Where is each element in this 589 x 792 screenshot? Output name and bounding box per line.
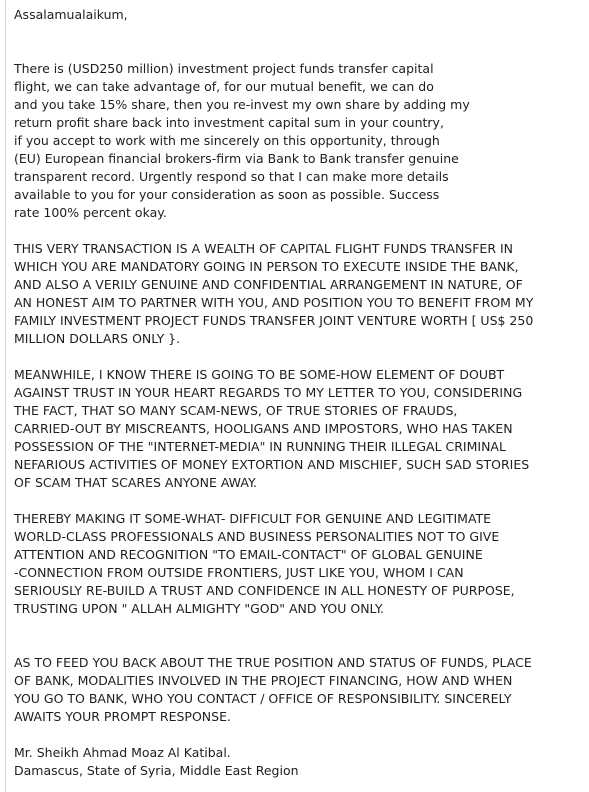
- paragraph-line: OF SCAM THAT SCARES ANYONE AWAY.: [14, 475, 258, 490]
- paragraph-1: [14, 60, 589, 222]
- paragraph-line: MILLION DOLLARS ONLY }.: [14, 331, 181, 346]
- greeting: Assalamualaikum,: [14, 7, 128, 22]
- paragraph-line: AWAITS YOUR PROMPT RESPONSE.: [14, 709, 231, 724]
- signature-location: Damascus, State of Syria, Middle East Region: [14, 763, 299, 778]
- paragraph-line: CARRIED-OUT BY MISCREANTS, HOOLIGANS AND IMPOSTORS, WHO HAS TAKEN: [14, 421, 513, 436]
- spacer: [14, 492, 589, 510]
- paragraph-line: WORLD-CLASS PROFESSIONALS AND BUSINESS PERSONALITIES NOT TO GIVE: [14, 529, 500, 544]
- spacer: [14, 348, 589, 366]
- paragraph-line: POSSESSION OF THE "INTERNET-MEDIA" IN RUNNING THEIR ILLEGAL CRIMINAL: [14, 439, 506, 454]
- paragraph-line: THE FACT, THAT SO MANY SCAM-NEWS, OF TRUE STORIES OF FRAUDS,: [14, 403, 458, 418]
- paragraph-2: [14, 240, 589, 348]
- paragraph-4: [14, 510, 589, 618]
- paragraph-line: NEFARIOUS ACTIVITIES OF MONEY EXTORTION AND MISCHIEF, SUCH SAD STORIES: [14, 457, 530, 472]
- paragraph-line: THIS VERY TRANSACTION IS A WEALTH OF CAPITAL FLIGHT FUNDS TRANSFER IN: [14, 241, 514, 256]
- paragraph-line: if you accept to work with me sincerely on this opportunity, through: [14, 133, 440, 148]
- paragraph-line: FAMILY INVESTMENT PROJECT FUNDS TRANSFER JOINT VENTURE WORTH [ US$ 250: [14, 313, 534, 328]
- spacer: [14, 618, 589, 654]
- paragraph-line: flight, we can take advantage of, for our mutual benefit, we can do: [14, 79, 434, 94]
- paragraph-line: MEANWHILE, I KNOW THERE IS GOING TO BE SOME-HOW ELEMENT OF DOUBT: [14, 367, 505, 382]
- spacer: [14, 726, 589, 744]
- left-divider: [5, 0, 6, 792]
- paragraph-line: THEREBY MAKING IT SOME-WHAT- DIFFICULT FOR GENUINE AND LEGITIMATE: [14, 511, 492, 526]
- paragraph-line: return profit share back into investment capital sum in your country,: [14, 115, 444, 130]
- paragraph-5: [14, 654, 589, 726]
- paragraph-line: (EU) European financial brokers-firm via Bank to Bank transfer genuine: [14, 151, 459, 166]
- paragraph-line: available to you for your consideration as soon as possible. Success: [14, 187, 440, 202]
- paragraph-line: YOU GO TO BANK, WHO YOU CONTACT / OFFICE OF RESPONSIBILITY. SINCERELY: [14, 691, 512, 706]
- paragraph-line: SERIOUSLY RE-BUILD A TRUST AND CONFIDENCE IN ALL HONESTY OF PURPOSE,: [14, 583, 515, 598]
- paragraph-line: and you take 15% share, then you re-invest my own share by adding my: [14, 97, 470, 112]
- paragraph-line: OF BANK, MODALITIES INVOLVED IN THE PROJECT FINANCING, HOW AND WHEN: [14, 673, 513, 688]
- signature-name: Mr. Sheikh Ahmad Moaz Al Katibal.: [14, 745, 231, 760]
- paragraph-line: There is (USD250 million) investment project funds transfer capital: [14, 61, 434, 76]
- paragraph-line: -CONNECTION FROM OUTSIDE FRONTIERS, JUST LIKE YOU, WHOM I CAN: [14, 565, 464, 580]
- signature-block: [14, 744, 589, 780]
- spacer: [14, 24, 589, 60]
- paragraph-line: transparent record. Urgently respond so that I can make more details: [14, 169, 449, 184]
- paragraph-3: [14, 366, 589, 492]
- paragraph-line: rate 100% percent okay.: [14, 205, 167, 220]
- email-body: [14, 6, 589, 780]
- paragraph-line: ATTENTION AND RECOGNITION "TO EMAIL-CONTACT" OF GLOBAL GENUINE: [14, 547, 483, 562]
- paragraph-line: TRUSTING UPON " ALLAH ALMIGHTY "GOD" AND YOU ONLY.: [14, 601, 384, 616]
- paragraph-line: AND ALSO A VERILY GENUINE AND CONFIDENTIAL ARRANGEMENT IN NATURE, OF: [14, 277, 523, 292]
- paragraph-line: AN HONEST AIM TO PARTNER WITH YOU, AND POSITION YOU TO BENEFIT FROM MY: [14, 295, 534, 310]
- paragraph-line: WHICH YOU ARE MANDATORY GOING IN PERSON TO EXECUTE INSIDE THE BANK,: [14, 259, 519, 274]
- paragraph-line: AS TO FEED YOU BACK ABOUT THE TRUE POSITION AND STATUS OF FUNDS, PLACE: [14, 655, 532, 670]
- paragraph-line: AGAINST TRUST IN YOUR HEART REGARDS TO MY LETTER TO YOU, CONSIDERING: [14, 385, 523, 400]
- spacer: [14, 222, 589, 240]
